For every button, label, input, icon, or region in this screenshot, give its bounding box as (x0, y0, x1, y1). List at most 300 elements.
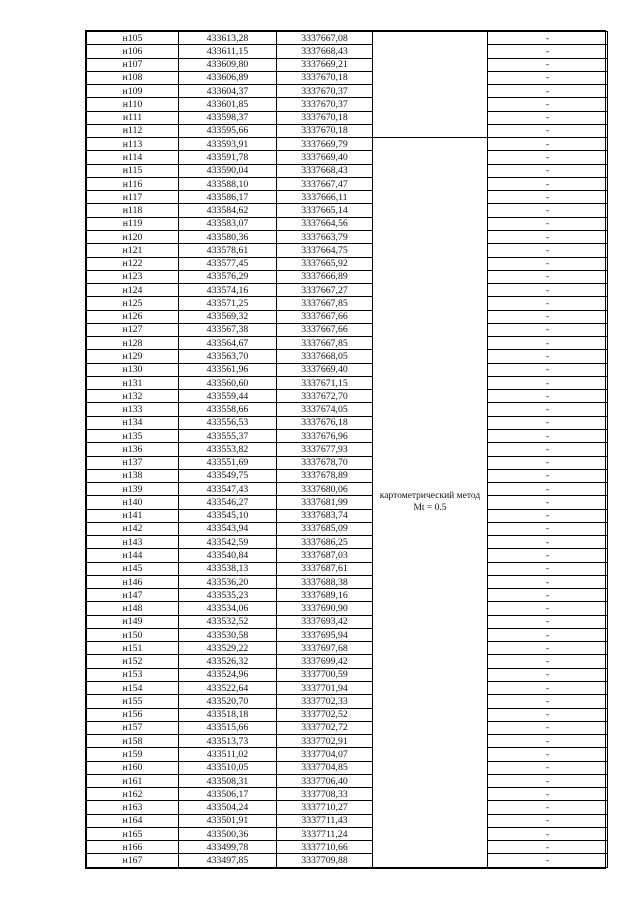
table-row (87, 695, 608, 708)
x-coordinate-cell: 433526,32 (179, 655, 277, 668)
y-coordinate-cell: 3337667,85 (277, 297, 373, 310)
point-id-cell: н150 (87, 628, 179, 641)
y-coordinate-cell: 3337702,91 (277, 735, 373, 748)
point-id-cell: н113 (87, 138, 179, 151)
x-coordinate-cell: 433532,52 (179, 615, 277, 628)
accuracy-cell: - (488, 509, 608, 522)
point-id-cell: н124 (87, 284, 179, 297)
x-coordinate-cell: 433577,45 (179, 257, 277, 270)
y-coordinate-cell: 3337666,11 (277, 191, 373, 204)
point-id-cell: н131 (87, 376, 179, 389)
accuracy-cell: - (488, 257, 608, 270)
point-id-cell: н109 (87, 85, 179, 98)
table-row (87, 801, 608, 814)
y-coordinate-cell: 3337710,27 (277, 801, 373, 814)
y-coordinate-cell: 3337665,92 (277, 257, 373, 270)
x-coordinate-cell: 433567,38 (179, 323, 277, 336)
table-row (87, 642, 608, 655)
point-id-cell: н158 (87, 735, 179, 748)
x-coordinate-cell: 433553,82 (179, 443, 277, 456)
x-coordinate-cell: 433506,17 (179, 788, 277, 801)
accuracy-cell: - (488, 708, 608, 721)
table-row (87, 827, 608, 840)
accuracy-cell: - (488, 469, 608, 482)
accuracy-cell: - (488, 695, 608, 708)
x-coordinate-cell: 433578,61 (179, 244, 277, 257)
y-coordinate-cell: 3337695,94 (277, 628, 373, 641)
x-coordinate-cell: 433586,17 (179, 191, 277, 204)
x-coordinate-cell: 433574,16 (179, 284, 277, 297)
x-coordinate-cell: 433520,70 (179, 695, 277, 708)
table-row (87, 721, 608, 734)
y-coordinate-cell: 3337669,79 (277, 138, 373, 151)
point-id-cell: н106 (87, 45, 179, 58)
point-id-cell: н132 (87, 390, 179, 403)
y-coordinate-cell: 3337667,27 (277, 284, 373, 297)
y-coordinate-cell: 3337667,66 (277, 310, 373, 323)
accuracy-cell: - (488, 483, 608, 496)
accuracy-cell: - (488, 575, 608, 588)
table-row (87, 138, 608, 151)
accuracy-cell: - (488, 164, 608, 177)
accuracy-cell: - (488, 642, 608, 655)
y-coordinate-cell: 3337678,89 (277, 469, 373, 482)
accuracy-cell: - (488, 191, 608, 204)
table-row (87, 111, 608, 124)
y-coordinate-cell: 3337701,94 (277, 682, 373, 695)
point-id-cell: н148 (87, 602, 179, 615)
point-id-cell: н149 (87, 615, 179, 628)
point-id-cell: н120 (87, 230, 179, 243)
point-id-cell: н107 (87, 58, 179, 71)
accuracy-cell: - (488, 429, 608, 442)
point-id-cell: н135 (87, 429, 179, 442)
table-row (87, 509, 608, 522)
y-coordinate-cell: 3337687,61 (277, 562, 373, 575)
accuracy-cell: - (488, 655, 608, 668)
accuracy-cell: - (488, 522, 608, 535)
x-coordinate-cell: 433584,62 (179, 204, 277, 217)
table-row (87, 761, 608, 774)
accuracy-cell: - (488, 297, 608, 310)
point-id-cell: н112 (87, 124, 179, 137)
x-coordinate-cell: 433508,31 (179, 774, 277, 787)
y-coordinate-cell: 3337689,16 (277, 589, 373, 602)
accuracy-cell: - (488, 217, 608, 230)
table-row (87, 549, 608, 562)
y-coordinate-cell: 3337693,42 (277, 615, 373, 628)
point-id-cell: н134 (87, 416, 179, 429)
accuracy-cell: - (488, 761, 608, 774)
x-coordinate-cell: 433546,27 (179, 496, 277, 509)
y-coordinate-cell: 3337702,33 (277, 695, 373, 708)
y-coordinate-cell: 3337671,15 (277, 376, 373, 389)
x-coordinate-cell: 433558,66 (179, 403, 277, 416)
accuracy-cell: - (488, 602, 608, 615)
table-row (87, 735, 608, 748)
accuracy-cell: - (488, 177, 608, 190)
y-coordinate-cell: 3337668,43 (277, 45, 373, 58)
x-coordinate-cell: 433547,43 (179, 483, 277, 496)
y-coordinate-cell: 3337676,96 (277, 429, 373, 442)
point-id-cell: н139 (87, 483, 179, 496)
x-coordinate-cell: 433511,02 (179, 748, 277, 761)
table-row (87, 390, 608, 403)
table-row (87, 85, 608, 98)
y-coordinate-cell: 3337670,37 (277, 85, 373, 98)
point-id-cell: н114 (87, 151, 179, 164)
x-coordinate-cell: 433500,36 (179, 827, 277, 840)
point-id-cell: н161 (87, 774, 179, 787)
table-row (87, 151, 608, 164)
accuracy-cell: - (488, 138, 608, 151)
accuracy-cell: - (488, 350, 608, 363)
y-coordinate-cell: 3337702,72 (277, 721, 373, 734)
y-coordinate-cell: 3337699,42 (277, 655, 373, 668)
accuracy-cell: - (488, 270, 608, 283)
point-id-cell: н163 (87, 801, 179, 814)
accuracy-cell: - (488, 841, 608, 854)
accuracy-cell: - (488, 32, 608, 45)
point-id-cell: н126 (87, 310, 179, 323)
y-coordinate-cell: 3337670,18 (277, 111, 373, 124)
y-coordinate-cell: 3337688,38 (277, 575, 373, 588)
table-row (87, 668, 608, 681)
accuracy-cell: - (488, 496, 608, 509)
y-coordinate-cell: 3337667,85 (277, 337, 373, 350)
x-coordinate-cell: 433595,66 (179, 124, 277, 137)
table-row (87, 217, 608, 230)
x-coordinate-cell: 433598,37 (179, 111, 277, 124)
method-cell-empty (373, 32, 488, 138)
x-coordinate-cell: 433556,53 (179, 416, 277, 429)
y-coordinate-cell: 3337683,74 (277, 509, 373, 522)
table-row (87, 655, 608, 668)
table-row (87, 177, 608, 190)
y-coordinate-cell: 3337710,66 (277, 841, 373, 854)
accuracy-cell: - (488, 337, 608, 350)
x-coordinate-cell: 433501,91 (179, 814, 277, 827)
point-id-cell: н111 (87, 111, 179, 124)
x-coordinate-cell: 433538,13 (179, 562, 277, 575)
point-id-cell: н105 (87, 32, 179, 45)
table-row (87, 469, 608, 482)
method-label: картометрический метод Mt = 0.5 (373, 138, 488, 868)
y-coordinate-cell: 3337669,21 (277, 58, 373, 71)
x-coordinate-cell: 433564,67 (179, 337, 277, 350)
table-row (87, 323, 608, 336)
point-id-cell: н140 (87, 496, 179, 509)
x-coordinate-cell: 433522,64 (179, 682, 277, 695)
y-coordinate-cell: 3337670,37 (277, 98, 373, 111)
y-coordinate-cell: 3337711,24 (277, 827, 373, 840)
y-coordinate-cell: 3337681,99 (277, 496, 373, 509)
x-coordinate-cell: 433535,23 (179, 589, 277, 602)
table-row (87, 443, 608, 456)
x-coordinate-cell: 433510,05 (179, 761, 277, 774)
x-coordinate-cell: 433555,37 (179, 429, 277, 442)
x-coordinate-cell: 433593,91 (179, 138, 277, 151)
accuracy-cell: - (488, 801, 608, 814)
table-row (87, 483, 608, 496)
accuracy-cell: - (488, 549, 608, 562)
accuracy-cell: - (488, 284, 608, 297)
table-row (87, 774, 608, 787)
table-row (87, 628, 608, 641)
x-coordinate-cell: 433559,44 (179, 390, 277, 403)
x-coordinate-cell: 433606,89 (179, 71, 277, 84)
table-row (87, 416, 608, 429)
table-row (87, 682, 608, 695)
x-coordinate-cell: 433571,25 (179, 297, 277, 310)
accuracy-cell: - (488, 735, 608, 748)
x-coordinate-cell: 433540,84 (179, 549, 277, 562)
x-coordinate-cell: 433551,69 (179, 456, 277, 469)
point-id-cell: н116 (87, 177, 179, 190)
point-id-cell: н152 (87, 655, 179, 668)
y-coordinate-cell: 3337706,40 (277, 774, 373, 787)
y-coordinate-cell: 3337668,05 (277, 350, 373, 363)
table-row (87, 376, 608, 389)
point-id-cell: н147 (87, 589, 179, 602)
accuracy-cell: - (488, 124, 608, 137)
point-id-cell: н153 (87, 668, 179, 681)
table-row (87, 575, 608, 588)
y-coordinate-cell: 3337672,70 (277, 390, 373, 403)
point-id-cell: н127 (87, 323, 179, 336)
y-coordinate-cell: 3337677,93 (277, 443, 373, 456)
table-row (87, 204, 608, 217)
y-coordinate-cell: 3337669,40 (277, 363, 373, 376)
table-row (87, 854, 608, 867)
accuracy-cell: - (488, 788, 608, 801)
x-coordinate-cell: 433536,20 (179, 575, 277, 588)
y-coordinate-cell: 3337690,90 (277, 602, 373, 615)
point-id-cell: н154 (87, 682, 179, 695)
y-coordinate-cell: 3337700,59 (277, 668, 373, 681)
x-coordinate-cell: 433524,96 (179, 668, 277, 681)
x-coordinate-cell: 433497,85 (179, 854, 277, 867)
point-id-cell: н164 (87, 814, 179, 827)
x-coordinate-cell: 433529,22 (179, 642, 277, 655)
accuracy-cell: - (488, 562, 608, 575)
point-id-cell: н165 (87, 827, 179, 840)
point-id-cell: н144 (87, 549, 179, 562)
accuracy-cell: - (488, 721, 608, 734)
y-coordinate-cell: 3337680,06 (277, 483, 373, 496)
accuracy-cell: - (488, 363, 608, 376)
point-id-cell: н118 (87, 204, 179, 217)
point-id-cell: н138 (87, 469, 179, 482)
accuracy-cell: - (488, 204, 608, 217)
x-coordinate-cell: 433613,28 (179, 32, 277, 45)
table-row (87, 615, 608, 628)
table-row (87, 363, 608, 376)
table-row (87, 98, 608, 111)
accuracy-cell: - (488, 628, 608, 641)
y-coordinate-cell: 3337674,05 (277, 403, 373, 416)
table-row (87, 814, 608, 827)
point-id-cell: н156 (87, 708, 179, 721)
point-id-cell: н167 (87, 854, 179, 867)
x-coordinate-cell: 433534,06 (179, 602, 277, 615)
accuracy-cell: - (488, 111, 608, 124)
point-id-cell: н145 (87, 562, 179, 575)
y-coordinate-cell: 3337669,40 (277, 151, 373, 164)
y-coordinate-cell: 3337709,88 (277, 854, 373, 867)
x-coordinate-cell: 433542,59 (179, 536, 277, 549)
x-coordinate-cell: 433604,37 (179, 85, 277, 98)
table-row (87, 589, 608, 602)
table-row (87, 536, 608, 549)
table-body (87, 32, 608, 868)
accuracy-cell: - (488, 854, 608, 867)
x-coordinate-cell: 433530,58 (179, 628, 277, 641)
x-coordinate-cell: 433499,78 (179, 841, 277, 854)
table-row (87, 841, 608, 854)
table-row (87, 429, 608, 442)
x-coordinate-cell: 433569,32 (179, 310, 277, 323)
point-id-cell: н108 (87, 71, 179, 84)
table-row (87, 164, 608, 177)
y-coordinate-cell: 3337702,52 (277, 708, 373, 721)
table-row (87, 270, 608, 283)
x-coordinate-cell: 433549,75 (179, 469, 277, 482)
y-coordinate-cell: 3337668,43 (277, 164, 373, 177)
y-coordinate-cell: 3337664,75 (277, 244, 373, 257)
x-coordinate-cell: 433513,73 (179, 735, 277, 748)
table-row (87, 708, 608, 721)
point-id-cell: н151 (87, 642, 179, 655)
accuracy-cell: - (488, 310, 608, 323)
point-id-cell: н143 (87, 536, 179, 549)
table-row (87, 337, 608, 350)
y-coordinate-cell: 3337704,85 (277, 761, 373, 774)
table-row (87, 456, 608, 469)
x-coordinate-cell: 433611,15 (179, 45, 277, 58)
y-coordinate-cell: 3337685,09 (277, 522, 373, 535)
point-id-cell: н166 (87, 841, 179, 854)
accuracy-cell: - (488, 403, 608, 416)
point-id-cell: н110 (87, 98, 179, 111)
x-coordinate-cell: 433518,18 (179, 708, 277, 721)
x-coordinate-cell: 433560,60 (179, 376, 277, 389)
accuracy-cell: - (488, 98, 608, 111)
point-id-cell: н142 (87, 522, 179, 535)
accuracy-cell: - (488, 230, 608, 243)
point-id-cell: н159 (87, 748, 179, 761)
y-coordinate-cell: 3337665,14 (277, 204, 373, 217)
table-row (87, 257, 608, 270)
point-id-cell: н136 (87, 443, 179, 456)
y-coordinate-cell: 3337704,07 (277, 748, 373, 761)
y-coordinate-cell: 3337664,56 (277, 217, 373, 230)
point-id-cell: н155 (87, 695, 179, 708)
x-coordinate-cell: 433561,96 (179, 363, 277, 376)
point-id-cell: н130 (87, 363, 179, 376)
point-id-cell: н119 (87, 217, 179, 230)
point-id-cell: н162 (87, 788, 179, 801)
table-row (87, 522, 608, 535)
table-row (87, 230, 608, 243)
point-id-cell: н121 (87, 244, 179, 257)
point-id-cell: н115 (87, 164, 179, 177)
y-coordinate-cell: 3337666,89 (277, 270, 373, 283)
accuracy-cell: - (488, 58, 608, 71)
table-row (87, 403, 608, 416)
accuracy-cell: - (488, 682, 608, 695)
table-row (87, 71, 608, 84)
point-id-cell: н157 (87, 721, 179, 734)
x-coordinate-cell: 433609,80 (179, 58, 277, 71)
table-row (87, 562, 608, 575)
table-row (87, 32, 608, 45)
y-coordinate-cell: 3337663,79 (277, 230, 373, 243)
accuracy-cell: - (488, 589, 608, 602)
point-id-cell: н117 (87, 191, 179, 204)
accuracy-cell: - (488, 45, 608, 58)
table-row (87, 297, 608, 310)
y-coordinate-cell: 3337670,18 (277, 71, 373, 84)
coordinates-table (85, 30, 606, 869)
table-row (87, 58, 608, 71)
point-id-cell: н123 (87, 270, 179, 283)
y-coordinate-cell: 3337667,47 (277, 177, 373, 190)
x-coordinate-cell: 433601,85 (179, 98, 277, 111)
y-coordinate-cell: 3337686,25 (277, 536, 373, 549)
x-coordinate-cell: 433588,10 (179, 177, 277, 190)
point-id-cell: н122 (87, 257, 179, 270)
x-coordinate-cell: 433515,66 (179, 721, 277, 734)
x-coordinate-cell: 433583,07 (179, 217, 277, 230)
accuracy-cell: - (488, 456, 608, 469)
accuracy-cell: - (488, 814, 608, 827)
table-row (87, 496, 608, 509)
accuracy-cell: - (488, 615, 608, 628)
table-row (87, 602, 608, 615)
table-row (87, 310, 608, 323)
accuracy-cell: - (488, 827, 608, 840)
y-coordinate-cell: 3337711,43 (277, 814, 373, 827)
x-coordinate-cell: 433591,78 (179, 151, 277, 164)
point-id-cell: н137 (87, 456, 179, 469)
accuracy-cell: - (488, 748, 608, 761)
point-id-cell: н133 (87, 403, 179, 416)
point-id-cell: н141 (87, 509, 179, 522)
y-coordinate-cell: 3337670,18 (277, 124, 373, 137)
point-id-cell: н160 (87, 761, 179, 774)
table-row (87, 244, 608, 257)
x-coordinate-cell: 433590,04 (179, 164, 277, 177)
y-coordinate-cell: 3337678,70 (277, 456, 373, 469)
x-coordinate-cell: 433545,10 (179, 509, 277, 522)
y-coordinate-cell: 3337676,18 (277, 416, 373, 429)
accuracy-cell: - (488, 323, 608, 336)
accuracy-cell: - (488, 71, 608, 84)
table-row (87, 45, 608, 58)
table-row (87, 350, 608, 363)
accuracy-cell: - (488, 390, 608, 403)
accuracy-cell: - (488, 85, 608, 98)
y-coordinate-cell: 3337708,33 (277, 788, 373, 801)
accuracy-cell: - (488, 376, 608, 389)
point-id-cell: н129 (87, 350, 179, 363)
accuracy-cell: - (488, 774, 608, 787)
point-id-cell: н128 (87, 337, 179, 350)
x-coordinate-cell: 433576,29 (179, 270, 277, 283)
table-row (87, 788, 608, 801)
table-row (87, 748, 608, 761)
